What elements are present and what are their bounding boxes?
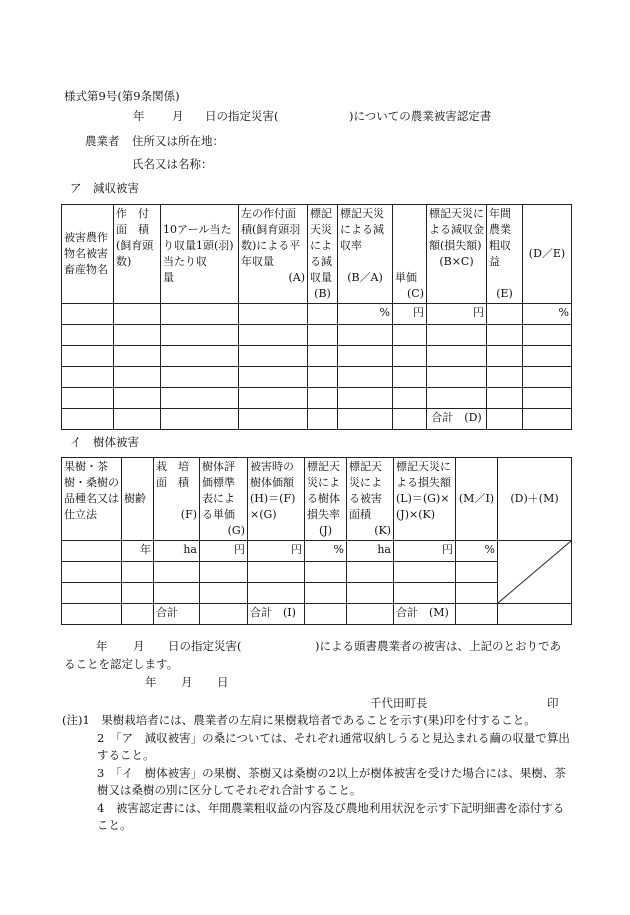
crop-damage-table <box>61 204 572 430</box>
cert-month: 月 <box>133 639 145 653</box>
note-2: 2 「ア 減収被害」の桑については、それぞれ通常収納しうると見込まれる繭の収量で算出すること。 <box>97 731 570 762</box>
table-row <box>62 561 572 582</box>
header-loss-amount-l: 標記天災による損失額(L)＝(G)×(J)×(K) <box>394 458 456 541</box>
form-title-day: 日の指定災害( <box>205 109 279 123</box>
header-annual-income: 年間農業粗収益 (E) <box>487 205 523 304</box>
note-4: 4 被害認定書には、年間農業粗収益の内容及び農地利用状況を示す下記明細書を添付すること。 <box>97 801 565 832</box>
header-planted-area: 作 付面 積(飼育頭数) <box>114 205 161 304</box>
unit-year: 年 <box>122 540 154 561</box>
unit-percent: % <box>338 303 393 324</box>
table-row <box>62 366 572 387</box>
cert-date-day: 日 <box>217 675 229 689</box>
cert-date-month: 月 <box>181 675 193 689</box>
total-f-label: 合計 <box>154 603 200 624</box>
header-cultivated-area: 栽 培面 積 (F) <box>154 458 200 541</box>
total-d-label: 合計 (D) <box>427 408 487 429</box>
form-title: )についての農業被害認定書 <box>349 109 492 123</box>
header-tree-value: 被害時の樹体価額(H)＝(F)×(G) <box>248 458 305 541</box>
table-row <box>62 540 572 561</box>
section-b-title: イ 樹体被害 <box>70 435 139 449</box>
form-title-month: 月 <box>172 109 184 123</box>
note-3: 3 「イ 樹体被害」の果樹、茶樹又は桑樹の2以上が樹体被害を受けた場合には、果樹、茶樹又は桑樹の別に区分してそれぞれ合計すること。 <box>97 766 566 797</box>
form-number: 様式第9号(第9条関係) <box>64 89 180 103</box>
table-row <box>62 408 572 429</box>
unit-yen: 円 <box>200 540 248 561</box>
unit-yen: 円 <box>427 303 487 324</box>
header-loss-amount: 標記天災による減収金額(損失額) (B×C) <box>427 205 487 304</box>
cert-text-line2: ることを認定します。 <box>64 657 179 671</box>
cert-year: 年 <box>96 639 108 653</box>
section-a-title: ア 減収被害 <box>70 181 139 195</box>
unit-percent: % <box>456 540 498 561</box>
table-row <box>62 303 572 324</box>
cert-text: )による頭書農業者の被害は、上記のとおりであ <box>315 639 561 653</box>
diagonal-cell <box>498 540 572 603</box>
table-row <box>62 324 572 345</box>
header-normal-yield: 左の作付面積(飼育頭羽数)による平年収量 (A) <box>239 205 308 304</box>
header-crop-name: 被害農作物名被害畜産物名 <box>62 205 114 304</box>
tree-damage-table <box>61 457 572 625</box>
header-sum-dm: (D)＋(M) <box>498 458 572 541</box>
header-tree-age: 樹齢 <box>122 458 154 541</box>
header-yield-loss: 標記天災による減収量 (B) <box>308 205 338 304</box>
diagonal-line <box>498 541 571 603</box>
header-standard-price: 樹体評価標準表による単価 (G) <box>200 458 248 541</box>
header-unit-price: 単価 (C) <box>393 205 427 304</box>
unit-ha: ha <box>347 540 394 561</box>
header-ratio-de: (D／E) <box>523 205 572 304</box>
table-row <box>62 603 572 624</box>
header-ratio-mi: (M／I) <box>456 458 498 541</box>
unit-percent: % <box>305 540 347 561</box>
form-title-year: 年 <box>133 109 145 123</box>
header-damaged-area: 標記天災による被害面積 (K) <box>347 458 394 541</box>
cert-day: 日の指定災害( <box>168 639 242 653</box>
unit-yen: 円 <box>248 540 305 561</box>
farmer-label: 農業者 <box>85 134 120 148</box>
seal-mark: 印 <box>547 696 559 710</box>
note-1: (注)1 果樹栽培者には、農業者の左肩に果樹栽培者であることを示す(果)印を付すること。 <box>62 713 536 727</box>
cert-date-year: 年 <box>145 675 157 689</box>
header-loss-rate: 標記天災による減収率 (B／A) <box>338 205 393 304</box>
unit-ha: ha <box>154 540 200 561</box>
table-row <box>62 582 572 603</box>
name-label: 氏名又は名称： <box>132 157 213 171</box>
issuer-name: 千代田町長 <box>370 696 428 710</box>
header-yield-per-10a: 10アール当たり収量1頭(羽)当たり収 量 <box>161 205 239 304</box>
table-row <box>62 345 572 366</box>
table-row <box>62 387 572 408</box>
total-i-label: 合計 (I) <box>248 603 305 624</box>
total-m-label: 合計 (M) <box>394 603 456 624</box>
header-variety-name: 果樹・茶樹・桑樹の品種名又は仕立法 <box>62 458 122 541</box>
address-label: 住所又は所在地： <box>132 134 224 148</box>
unit-percent: % <box>523 303 572 324</box>
header-tree-loss-rate: 標記天災による樹体損失率 (J) <box>305 458 347 541</box>
unit-yen: 円 <box>393 303 427 324</box>
unit-yen: 円 <box>394 540 456 561</box>
